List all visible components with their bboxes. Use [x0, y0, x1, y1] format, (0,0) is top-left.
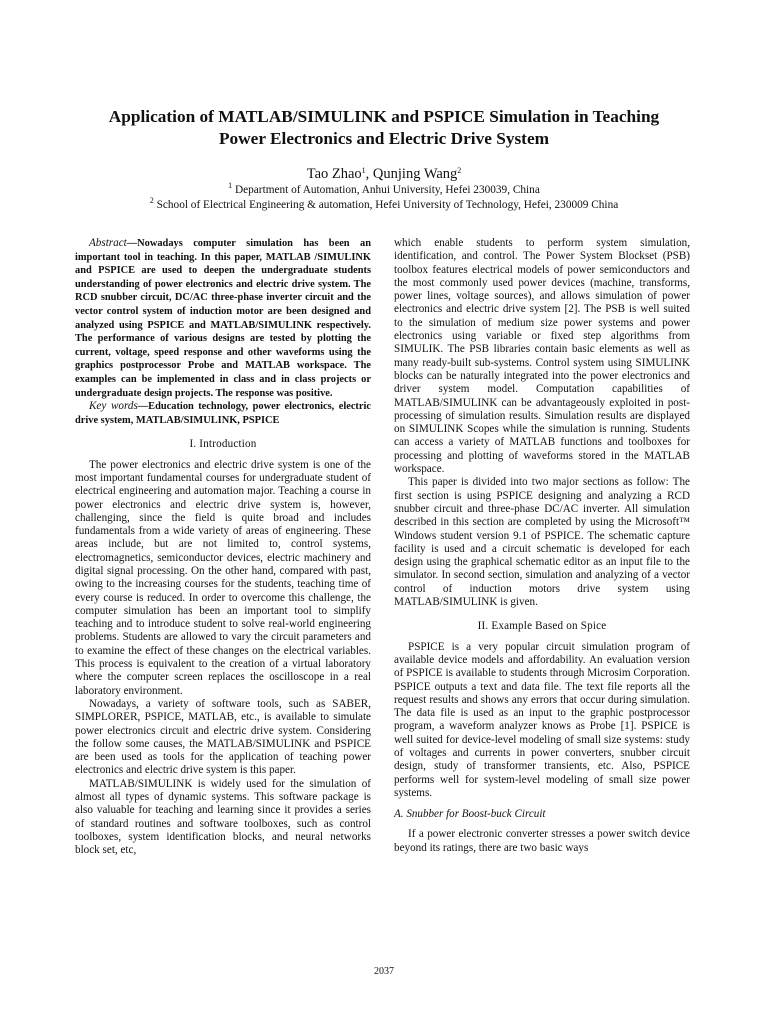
affiliation — [40, 181, 728, 197]
right-column — [394, 237, 690, 855]
author-name: Qunjing Wang — [372, 166, 458, 182]
affiliation — [40, 196, 728, 212]
abstract — [75, 237, 371, 400]
affiliation-marker: 2 — [149, 196, 154, 205]
abstract-text: —Nowadays computer simulation has been an important tool in teaching. In this paper, MATLAB /SIMULINK and PSPICE are used to deepen the undergraduate students understanding of power electronics and electric drive system. The RCD snubber circuit, DC/AC three-phase inverter circuit and the vector control system of induction motor are been designed and analyzed using PSPICE and MATLAB/SIMULINK respectively. The performance of various designs are tested by plotting the current, voltage, speed response and other waveforms using the graphics postprocessor Probe and MATLAB workspace. The examples can be implemented in class and in class projects or undergraduate design projects. The response was positive. — [75, 238, 371, 399]
body-paragraph: The power electronics and electric drive system is one of the most important fundamental courses for undergraduate student of electrical engineering and automation major. Teaching a course in power electronics and electric drive system is, however, challenging, since the field is quite broad and includes fundamentals from a wide variety of areas of engineering. These areas include, but are not limited to, control systems, electromagnetics, semiconductor devices, electric machinery and digital signal processing. On the other hand, compared with past, owing to the increasing courses for the students, teaching time of every course is reduced. In order to overcome this challenge, the computer simulation has been an important tool to simplify teaching and to introduce student to solve real-world engineering problems. Students are allowed to vary the circuit parameters and to examine the effect of these changes on the electrical variables. This process is equivalent to the creation of a virtual laboratory where the computer screen replaces the oscilloscope in a real laboratory environment. — [75, 458, 371, 697]
keywords-label: Key words — [89, 400, 138, 413]
body-paragraph: If a power electronic converter stresses a power switch device beyond its ratings, there are two basic ways — [394, 828, 690, 854]
author-name: Tao Zhao — [306, 166, 362, 182]
keywords-text: —Education technology, power electronics, electric drive system, MATLAB/SIMULINK, PSPICE — [75, 401, 372, 426]
section-heading: I. Introduction — [189, 438, 257, 451]
page-number: 2037 — [374, 966, 394, 977]
author-line — [40, 166, 728, 183]
affiliation-marker: 1 — [361, 166, 366, 175]
title-line-2: Power Electronics and Electric Drive System — [218, 129, 550, 148]
body-paragraph: Nowadays, a variety of software tools, such as SABER, SIMPLORER, PSPICE, MATLAB, etc., is available to simulate power electronics circuit and electric drive system. Considering the follow some causes, the MATLAB/SIMULINK and PSPICE are been used as tools for the application of teaching power electronics and electric drive system is this paper. — [75, 697, 371, 777]
body-paragraph: This paper is divided into two major sections as follow: The first section is using PSPICE designing and analyzing a RCD snubber circuit and three-phase DC/AC inverter. All simulation described in this section are completed by using the Microsoft™ Windows student version 9.1 of PSPICE. The schematic capture facility is used and a circuit schematic is developed for each design using the graphical schematic editor as an input file to the simulator. In second section, simulation and analyzing of a vector control of induction motors drive system using MATLAB/SIMULINK is given. — [394, 476, 690, 609]
body-paragraph: which enable students to perform system simulation, identification, and control. The Power System Blockset (PSB) toolbox features electrical models of power semiconductors and the most commonly used power devices (machine, transforms, power lines, voltage sources), and allows simulation of power electronics and electric drive system [2]. The PSB is well suited to the simulation of medium size power systems and power electronics using variable or fixed step algorithms from SIMULIK. The PSB libraries contain basic elements as well as many ready-built sub-systems. Control system using SIMULINK blocks can be naturally integrated into the power electronics and driver system model. Computation capabilities of MATLAB/SIMULINK can be advantageously exploited in post-processing of simulation results. Simulation results are displayed on SIMULINK Scopes while the simulation is running. Students can access a variety of MATLAB functions and toolboxes for processing and plotting of waveforms stored in the MATLAB workspace. — [394, 237, 690, 476]
author-separator: , — [365, 166, 373, 182]
body-paragraph: MATLAB/SIMULINK is widely used for the simulation of almost all types of dynamic systems. This software package is also valuable for teaching and learning since it provides a series of standard routines and software toolboxes, such as control toolboxes, system identification blocks, and neural networks block set, etc, — [75, 777, 371, 857]
body-paragraph: PSPICE is a very popular circuit simulation program of available device models and affordability. An evaluation version of PSPICE is available to students through Microsim Corporation. PSPICE outputs a text and data file. The text file reports all the request results and shows any errors that occur during simulation. The data file is used as an input to the graphic postprocessor program, a waveform analyzer knows as Probe [1]. PSPICE is well suited for device-level modeling of small size systems: study of voltages and currents in power converters, snubber circuit design, study of transformer transients, etc. Also, PSPICE performs well for system-level modeling of small size power systems. — [394, 640, 690, 799]
affiliation-marker: 2 — [457, 166, 462, 175]
affiliation-marker: 1 — [228, 181, 233, 190]
keywords — [75, 400, 371, 427]
title-line-1: Application of MATLAB/SIMULINK and PSPICE Simulation in Teaching — [108, 107, 660, 126]
affiliation-text: School of Electrical Engineering & automation, Hefei University of Technology, Hefei, 230009 China — [156, 199, 619, 211]
subsection-heading: A. Snubber for Boost-buck Circuit — [394, 808, 546, 821]
left-column — [75, 237, 371, 858]
paper-title — [40, 106, 728, 150]
affiliation-text: Department of Automation, Anhui University, Hefei 230039, China — [234, 184, 540, 196]
abstract-label: Abstract — [89, 237, 127, 249]
section-heading: II. Example Based on Spice — [477, 620, 607, 633]
